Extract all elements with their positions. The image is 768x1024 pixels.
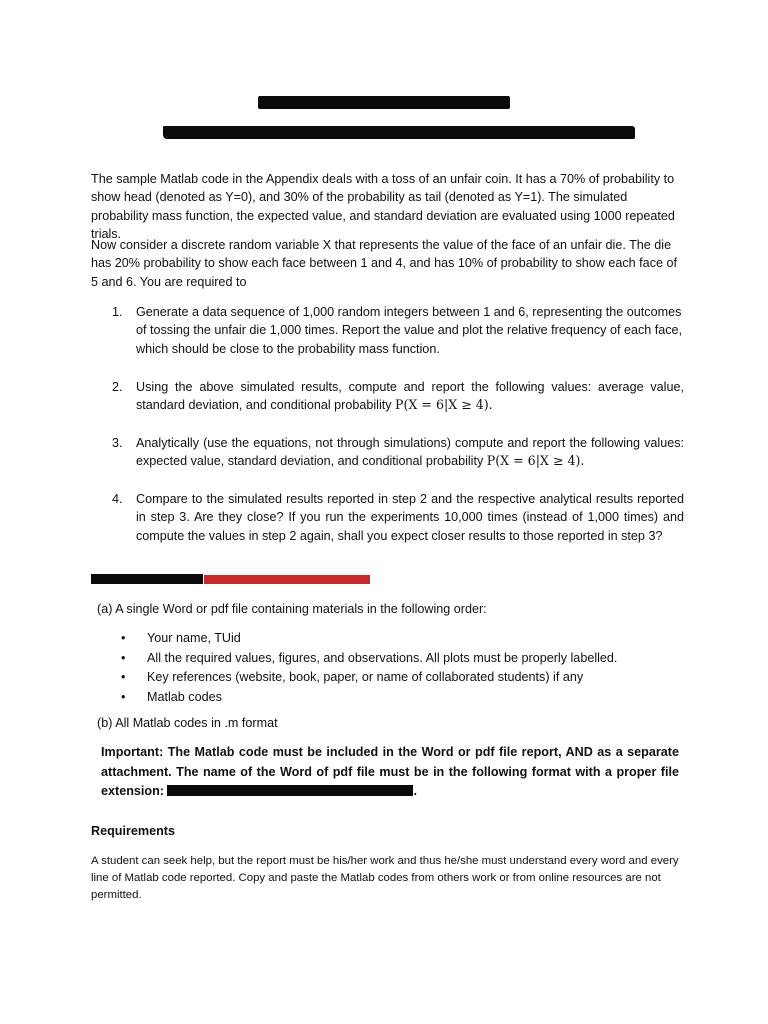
redacted-subtitle xyxy=(163,126,635,139)
bullet-dot: • xyxy=(121,651,126,665)
submission-item-b: (b) All Matlab codes in .m format xyxy=(97,716,278,730)
important-end: . xyxy=(413,784,417,799)
conditional-probability-formula: P(X = 6|X ≥ 4). xyxy=(395,397,493,413)
bullet-text: Your name, TUid xyxy=(147,631,241,645)
bullet-dot: • xyxy=(121,670,126,684)
redacted-submit-label xyxy=(91,574,203,584)
intro-paragraph-2: Now consider a discrete random variable X that represents the value of the face of an unfair die. The die has 20% probability to show each face between 1 and 4, and has 10% of probability to show each face of 5 and 6. You are required to xyxy=(91,238,677,289)
task-number: 3. xyxy=(112,436,123,450)
bullet-dot: • xyxy=(121,631,126,645)
bullet-item xyxy=(121,629,241,647)
task-text: Using the above simulated results, compute and report the following values: average value, standard deviation, and conditional probability xyxy=(136,380,684,413)
important-text: Important: The Matlab code must be included in the Word or pdf file report, AND as a separate attachment. The name of the Word of pdf file must be in the following format with a proper file extension: xyxy=(101,745,679,799)
task-item-3 xyxy=(112,434,684,471)
requirements-text: A student can seek help, but the report must be his/her work and thus he/she must understand every word and every line of Matlab code reported. Copy and paste the Matlab codes from others work or from online resources are not permitted. xyxy=(91,855,679,902)
requirements-heading: Requirements xyxy=(91,824,175,838)
task-number: 4. xyxy=(112,492,123,506)
bullet-text: Matlab codes xyxy=(147,690,222,704)
conditional-probability-formula: P(X = 6|X ≥ 4). xyxy=(486,453,585,469)
bullet-text: All the required values, figures, and observations. All plots must be properly labelled. xyxy=(147,651,618,665)
redacted-title xyxy=(258,96,510,109)
task-item-1 xyxy=(112,303,684,358)
task-item-4 xyxy=(112,490,684,545)
task-number: 1. xyxy=(112,305,123,319)
bullet-item xyxy=(121,649,617,667)
task-number: 2. xyxy=(112,380,123,394)
submission-item-a: (a) A single Word or pdf file containing materials in the following order: xyxy=(97,602,487,616)
bullet-item xyxy=(121,668,583,686)
bullet-text: Key references (website, book, paper, or name of collaborated students) if any xyxy=(147,670,584,684)
redacted-filename xyxy=(167,785,413,796)
task-text: Compare to the simulated results reported in step 2 and the respective analytical results reported in step 3. Are they close? If you run the experiments 10,000 times (instead of 1,000 times) and compute the values in step 2 again, shall you expect closer results to those reported in step 3? xyxy=(136,492,684,543)
task-text: Generate a data sequence of 1,000 random integers between 1 and 6, representing the outcomes of tossing the unfair die 1,000 times. Report the value and plot the relative frequency of each face, which should be close to the probability mass function. xyxy=(136,305,683,356)
important-notice xyxy=(101,743,679,802)
task-item-2 xyxy=(112,378,684,415)
bullet-item xyxy=(121,688,222,706)
intro-paragraph-1: The sample Matlab code in the Appendix deals with a toss of an unfair coin. It has a 70% of probability to show head (denoted as Y=0), and 30% of the probability as tail (denoted as Y=1). The simulated probability mass function, the expected value, and standard deviation are evaluated using 1000 repeated trials. xyxy=(91,172,675,242)
redacted-email xyxy=(204,575,370,584)
bullet-dot: • xyxy=(121,690,126,704)
task-text: Analytically (use the equations, not through simulations) compute and report the following values: expected value, standard deviation, and conditional probability xyxy=(136,436,684,469)
